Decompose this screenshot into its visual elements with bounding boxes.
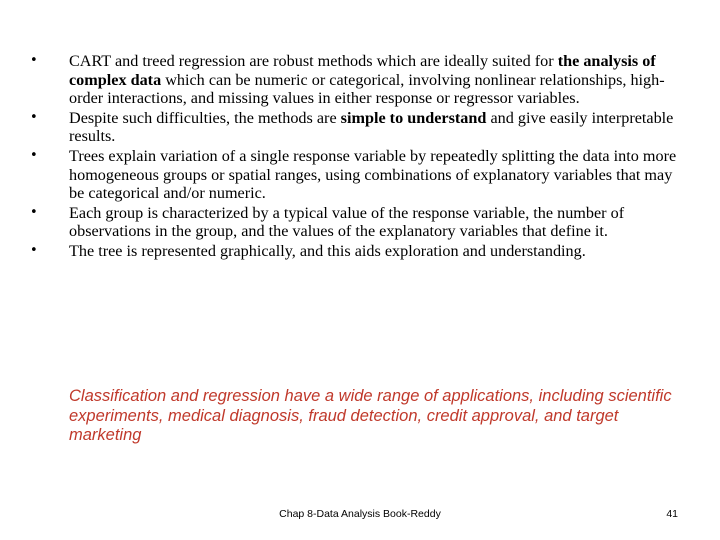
bullet-dot-icon: • <box>30 147 38 163</box>
emphasis-text: simple to understand <box>340 108 487 127</box>
bullet-text <box>69 52 665 107</box>
text-segment: Each group is characterized by a typical value of the response variable, the number of observations in the group, and the values of the explanatory variables that define it. <box>69 203 625 241</box>
text-segment: which can be numeric or categorical, involving nonlinear relationships, high-order interactions, and missing values in either response or regressor variables. <box>69 70 665 108</box>
applications-note: Classification and regression have a wide range of applications, including scientific experiments, medical diagnosis, fraud detection, credit approval, and target marketing <box>69 387 672 444</box>
bullet-item <box>30 147 690 203</box>
bullet-item <box>30 204 690 241</box>
bullet-text <box>69 109 673 146</box>
bullet-list <box>30 52 690 262</box>
bullet-item <box>30 242 690 261</box>
text-segment: The tree is represented graphically, and this aids exploration and understanding. <box>69 241 586 260</box>
bullet-dot-icon: • <box>30 204 38 220</box>
page-number: 41 <box>666 508 678 520</box>
bullet-dot-icon: • <box>30 242 38 258</box>
bullet-item <box>30 52 690 108</box>
text-segment: and give easily interpretable results. <box>69 108 674 146</box>
bullet-item <box>30 109 690 146</box>
emphasis-text: the analysis of complex data <box>69 52 656 89</box>
bullet-text <box>69 242 586 260</box>
text-segment: Despite such difficulties, the methods are <box>69 108 341 127</box>
bullet-dot-icon: • <box>30 109 38 125</box>
text-segment: CART and treed regression are robust methods which are ideally suited for <box>69 52 558 70</box>
footer: Chap 8-Data Analysis Book-Reddy <box>279 508 441 520</box>
bullet-text <box>69 204 624 241</box>
text-segment: Trees explain variation of a single response variable by repeatedly splitting the data into more homogeneous groups or spatial ranges, using combinations of explanatory variables that may be categorical and/or numeric. <box>69 146 677 203</box>
bullet-text <box>69 147 676 202</box>
bullet-dot-icon: • <box>30 53 38 68</box>
